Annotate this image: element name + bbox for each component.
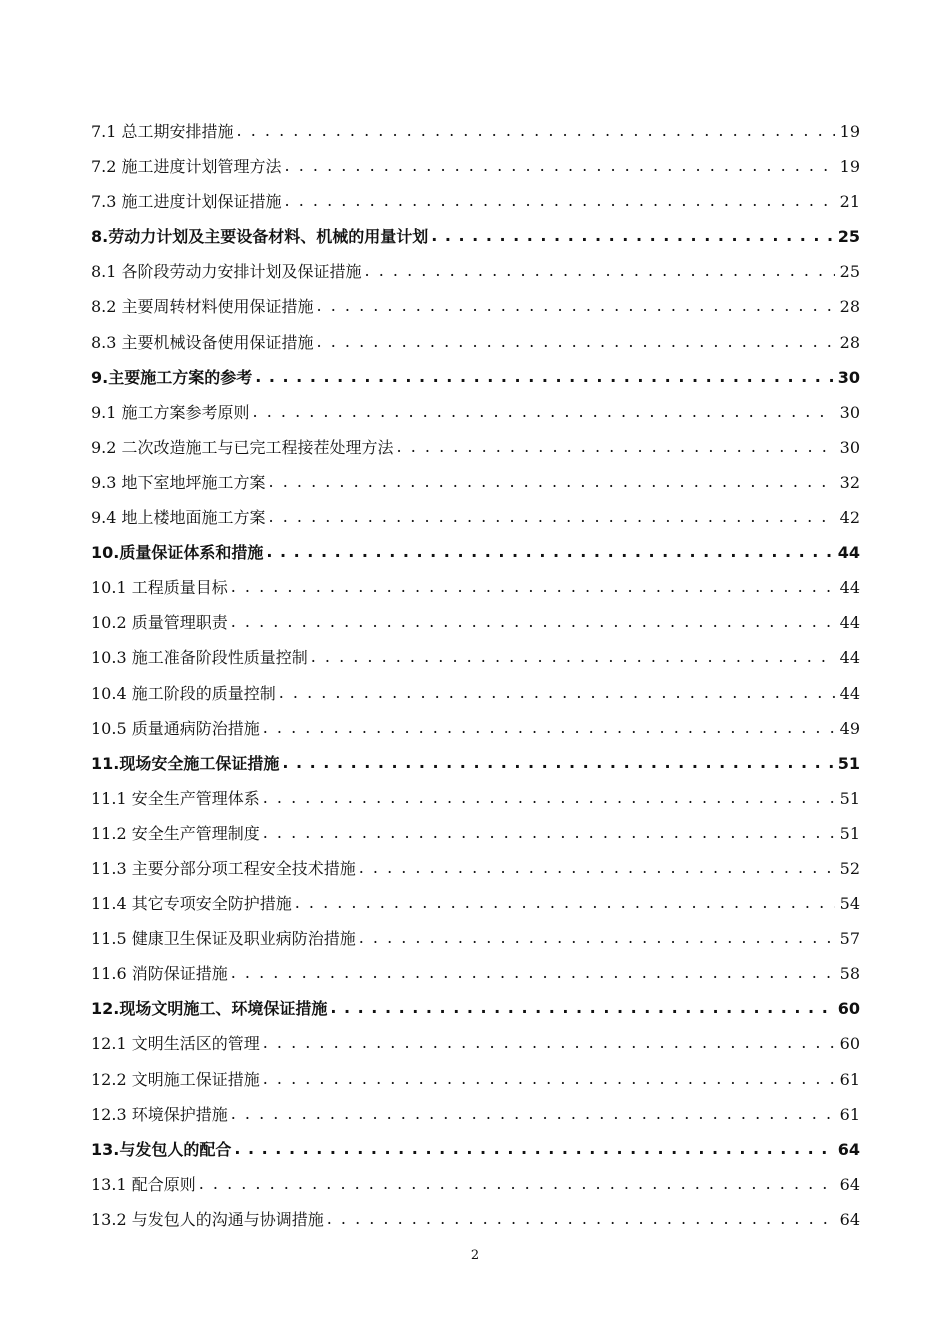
toc-entry-page: 60	[837, 999, 860, 1019]
toc-entry-page: 61	[839, 1069, 860, 1089]
toc-entry-page: 30	[839, 402, 860, 422]
toc-dot-leader	[231, 604, 835, 639]
toc-entry-page: 64	[837, 1139, 860, 1159]
toc-dot-leader	[263, 815, 835, 850]
toc-subsection-entry[interactable]	[91, 254, 860, 289]
toc-entry-page: 32	[839, 472, 860, 492]
toc-dot-leader	[327, 1201, 835, 1236]
toc-entry-title: 13.1 配合原则	[91, 1174, 196, 1194]
toc-subsection-entry[interactable]	[91, 465, 860, 500]
toc-entry-title: 10.质量保证体系和措施	[91, 543, 264, 563]
toc-dot-leader	[269, 499, 835, 534]
toc-dot-leader	[285, 148, 835, 183]
toc-subsection-entry[interactable]	[91, 1062, 860, 1097]
toc-entry-title: 13.2 与发包人的沟通与协调措施	[91, 1209, 324, 1229]
toc-dot-leader	[365, 253, 835, 288]
toc-dot-leader	[330, 990, 834, 1025]
toc-entry-page: 49	[839, 718, 860, 738]
toc-dot-leader	[253, 394, 835, 429]
toc-dot-leader	[263, 1061, 835, 1096]
toc-entry-title: 8.3 主要机械设备使用保证措施	[91, 332, 314, 352]
toc-entry-title: 7.1 总工期安排措施	[91, 122, 234, 141]
toc-subsection-entry[interactable]	[91, 956, 860, 991]
toc-entry-title: 8.2 主要周转材料使用保证措施	[91, 297, 314, 317]
table-of-contents	[91, 114, 860, 1237]
toc-entry-page: 19	[839, 122, 860, 141]
toc-subsection-entry[interactable]	[91, 289, 860, 324]
toc-entry-title: 9.3 地下室地坪施工方案	[91, 472, 266, 492]
page-number: 2	[470, 1248, 480, 1263]
toc-entry-page: 25	[837, 227, 860, 247]
toc-entry-page: 28	[839, 332, 860, 352]
toc-entry-page: 51	[839, 788, 860, 808]
toc-subsection-entry[interactable]	[91, 676, 860, 711]
toc-dot-leader	[279, 675, 835, 710]
toc-entry-page: 60	[839, 1034, 860, 1054]
toc-entry-title: 10.1 工程质量目标	[91, 578, 228, 598]
toc-entry-title: 12.1 文明生活区的管理	[91, 1034, 260, 1054]
toc-section-entry[interactable]	[91, 1132, 860, 1167]
toc-entry-page: 30	[839, 437, 860, 457]
toc-subsection-entry[interactable]	[91, 1026, 860, 1061]
toc-entry-title: 11.2 安全生产管理制度	[91, 823, 260, 843]
toc-entry-page: 44	[837, 543, 860, 563]
toc-subsection-entry[interactable]	[91, 325, 860, 360]
toc-entry-page: 44	[839, 578, 860, 598]
toc-entry-title: 9.2 二次改造施工与已完工程接茬处理方法	[91, 437, 394, 457]
toc-dot-leader	[231, 569, 835, 604]
toc-entry-title: 10.5 质量通病防治措施	[91, 718, 260, 738]
toc-subsection-entry[interactable]	[91, 886, 860, 921]
toc-subsection-entry[interactable]	[91, 1167, 860, 1202]
toc-entry-page: 30	[837, 367, 860, 387]
toc-dot-leader	[359, 920, 835, 955]
toc-subsection-entry[interactable]	[91, 430, 860, 465]
toc-entry-title: 7.2 施工进度计划管理方法	[91, 157, 282, 177]
toc-entry-page: 51	[839, 823, 860, 843]
toc-subsection-entry[interactable]	[91, 184, 860, 219]
toc-dot-leader	[282, 745, 834, 780]
toc-dot-leader	[269, 464, 835, 499]
toc-entry-page: 44	[839, 648, 860, 668]
toc-subsection-entry[interactable]	[91, 781, 860, 816]
toc-dot-leader	[266, 534, 834, 569]
toc-dot-leader	[231, 1096, 835, 1131]
toc-entry-page: 57	[839, 929, 860, 949]
toc-dot-leader	[431, 218, 835, 253]
toc-dot-leader	[285, 183, 835, 218]
toc-entry-title: 8.1 各阶段劳动力安排计划及保证措施	[91, 262, 362, 282]
toc-dot-leader	[397, 429, 835, 464]
toc-entry-page: 44	[839, 613, 860, 633]
toc-dot-leader	[234, 1131, 834, 1166]
toc-entry-title: 9.4 地上楼地面施工方案	[91, 508, 266, 528]
toc-entry-title: 7.3 施工进度计划保证措施	[91, 192, 282, 212]
toc-entry-page: 44	[839, 683, 860, 703]
toc-dot-leader	[237, 113, 835, 148]
toc-entry-title: 9.1 施工方案参考原则	[91, 402, 250, 422]
toc-entry-page: 25	[839, 262, 860, 282]
toc-entry-title: 9.主要施工方案的参考	[91, 367, 253, 387]
toc-entry-title: 11.4 其它专项安全防护措施	[91, 894, 292, 914]
toc-subsection-entry[interactable]	[91, 605, 860, 640]
toc-subsection-entry[interactable]	[91, 1097, 860, 1132]
toc-entry-page: 19	[839, 157, 860, 177]
toc-dot-leader	[317, 288, 835, 323]
toc-dot-leader	[255, 359, 835, 394]
toc-entry-page: 58	[839, 964, 860, 984]
toc-entry-title: 11.1 安全生产管理体系	[91, 788, 260, 808]
toc-entry-page: 42	[839, 508, 860, 528]
toc-subsection-entry[interactable]	[91, 395, 860, 430]
toc-entry-title: 10.3 施工准备阶段性质量控制	[91, 648, 308, 668]
toc-dot-leader	[199, 1166, 835, 1201]
toc-entry-title: 12.2 文明施工保证措施	[91, 1069, 260, 1089]
toc-dot-leader	[231, 955, 835, 990]
toc-dot-leader	[317, 324, 835, 359]
toc-entry-title: 11.3 主要分部分项工程安全技术措施	[91, 858, 356, 878]
toc-subsection-entry[interactable]	[91, 500, 860, 535]
toc-dot-leader	[263, 780, 835, 815]
toc-subsection-entry[interactable]	[91, 114, 860, 149]
toc-subsection-entry[interactable]	[91, 921, 860, 956]
toc-subsection-entry[interactable]	[91, 570, 860, 605]
toc-entry-page: 64	[839, 1209, 860, 1229]
toc-entry-title: 11.6 消防保证措施	[91, 964, 228, 984]
toc-subsection-entry[interactable]	[91, 816, 860, 851]
toc-dot-leader	[311, 639, 835, 674]
toc-entry-page: 61	[839, 1104, 860, 1124]
toc-entry-title: 11.现场安全施工保证措施	[91, 753, 280, 773]
toc-entry-title: 13.与发包人的配合	[91, 1139, 232, 1159]
toc-subsection-entry[interactable]	[91, 640, 860, 675]
toc-entry-title: 12.3 环境保护措施	[91, 1104, 228, 1124]
toc-entry-page: 52	[839, 858, 860, 878]
toc-entry-title: 8.劳动力计划及主要设备材料、机械的用量计划	[91, 227, 429, 247]
toc-entry-page: 21	[839, 192, 860, 212]
toc-entry-page: 54	[839, 894, 860, 914]
toc-section-entry[interactable]	[91, 535, 860, 570]
toc-entry-title: 11.5 健康卫生保证及职业病防治措施	[91, 929, 356, 949]
toc-section-entry[interactable]	[91, 219, 860, 254]
toc-entry-page: 64	[839, 1174, 860, 1194]
toc-section-entry[interactable]	[91, 746, 860, 781]
toc-entry-title: 10.2 质量管理职责	[91, 613, 228, 633]
toc-dot-leader	[263, 1025, 835, 1060]
toc-subsection-entry[interactable]	[91, 711, 860, 746]
toc-subsection-entry[interactable]	[91, 149, 860, 184]
toc-entry-title: 10.4 施工阶段的质量控制	[91, 683, 276, 703]
toc-subsection-entry[interactable]	[91, 1202, 860, 1237]
toc-subsection-entry[interactable]	[91, 851, 860, 886]
toc-section-entry[interactable]	[91, 991, 860, 1026]
toc-dot-leader	[295, 885, 835, 920]
toc-entry-page: 28	[839, 297, 860, 317]
toc-section-entry[interactable]	[91, 360, 860, 395]
toc-dot-leader	[359, 850, 835, 885]
toc-entry-title: 12.现场文明施工、环境保证措施	[91, 999, 328, 1019]
toc-entry-page: 51	[837, 753, 860, 773]
toc-dot-leader	[263, 710, 835, 745]
